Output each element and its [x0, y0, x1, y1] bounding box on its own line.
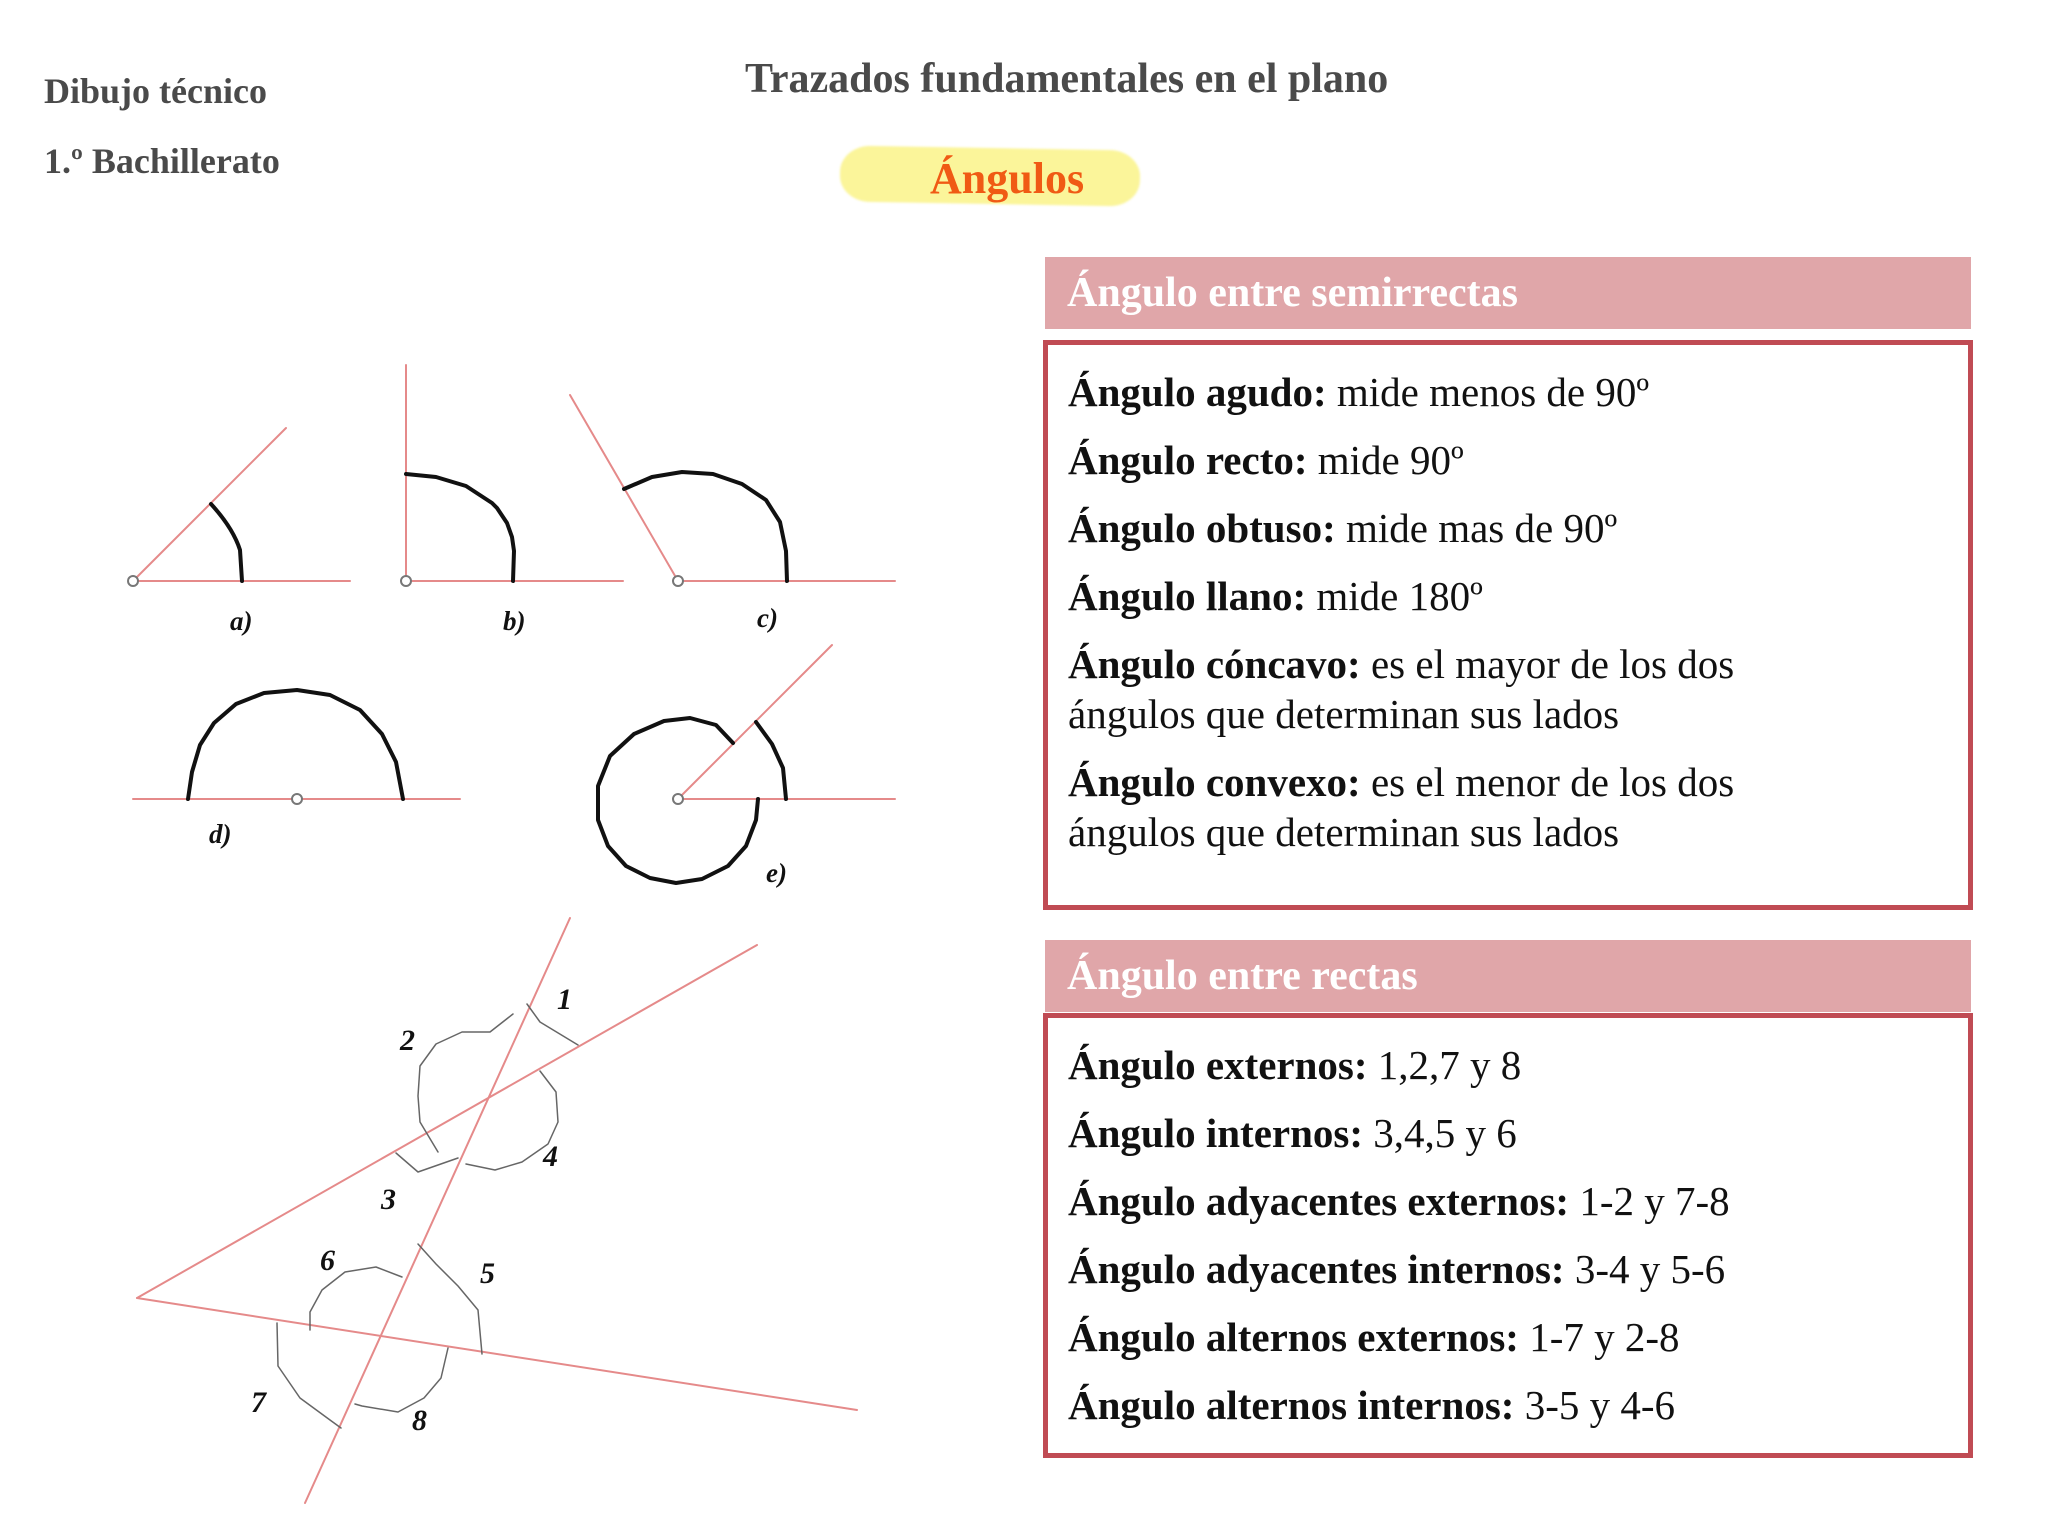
figure-label-a: a)	[230, 606, 253, 636]
definition-term: Ángulo alternos internos:	[1068, 1382, 1515, 1428]
definition-item	[1068, 1244, 1968, 1294]
figure-transversal	[137, 918, 857, 1503]
definition-desc: mide mas de 90º	[1335, 505, 1618, 551]
figure-label-c: c)	[757, 603, 778, 633]
figure-label-e: e)	[766, 858, 787, 888]
definition-desc: 1-2 y 7-8	[1569, 1178, 1730, 1224]
topic-title: Ángulos	[930, 154, 1085, 203]
definition-term: Ángulo internos:	[1068, 1110, 1364, 1156]
figure-b-right-angle	[401, 365, 623, 586]
page-title: Trazados fundamentales en el plano	[745, 56, 1389, 102]
figure-label-b: b)	[503, 606, 526, 636]
figure-e-reflex-angle	[598, 645, 895, 883]
definition-desc: 3,4,5 y 6	[1363, 1110, 1517, 1156]
definition-desc: 1-7 y 2-8	[1518, 1314, 1680, 1360]
definition-item	[1068, 503, 1968, 553]
definition-item	[1068, 1040, 1968, 1090]
angle-number-8: 8	[412, 1404, 427, 1437]
definition-term: Ángulo adyacentes externos:	[1068, 1178, 1570, 1224]
definition-term: Ángulo adyacentes internos:	[1068, 1246, 1565, 1292]
definition-term: Ángulo externos:	[1068, 1042, 1368, 1088]
angle-number-4: 4	[543, 1140, 558, 1173]
angle-number-7: 7	[251, 1386, 266, 1419]
section-header-rectas: Ángulo entre rectas	[1045, 940, 1971, 1012]
definition-term: Ángulo llano:	[1068, 573, 1307, 619]
angle-number-3: 3	[381, 1183, 396, 1216]
definition-desc: es el mayor de los dos ángulos que determinan sus lados	[1068, 641, 1735, 737]
subject-label: Dibujo técnico	[44, 71, 267, 111]
definition-term: Ángulo obtuso:	[1068, 505, 1336, 551]
angle-number-6: 6	[320, 1244, 335, 1277]
definition-desc: mide 90º	[1307, 437, 1464, 483]
definition-item	[1068, 1380, 1968, 1430]
angle-number-1: 1	[557, 983, 572, 1016]
definition-term: Ángulo convexo:	[1068, 759, 1361, 805]
definition-item	[1068, 571, 1968, 621]
section-box-semirrectas	[1043, 340, 1973, 910]
figure-c-obtuse-angle	[570, 395, 895, 586]
definition-item	[1068, 639, 1848, 739]
definition-term: Ángulo cóncavo:	[1068, 641, 1361, 687]
figure-a-acute-angle	[128, 428, 350, 586]
definition-desc: 3-4 y 5-6	[1564, 1246, 1726, 1292]
definition-item	[1068, 435, 1968, 485]
definition-item	[1068, 1312, 1968, 1362]
definition-item	[1068, 757, 1848, 857]
definition-desc: mide 180º	[1306, 573, 1483, 619]
section-header-semirrectas: Ángulo entre semirrectas	[1045, 257, 1971, 329]
angle-number-2: 2	[400, 1024, 415, 1057]
angles-diagram	[0, 0, 1000, 1536]
figure-d-straight-angle	[133, 690, 460, 804]
section-box-rectas	[1043, 1013, 1973, 1458]
definition-desc: mide menos de 90º	[1326, 369, 1650, 415]
definition-item	[1068, 1108, 1968, 1158]
definition-item	[1068, 367, 1968, 417]
definition-term: Ángulo agudo:	[1068, 369, 1327, 415]
figure-label-d: d)	[209, 819, 232, 849]
definition-item	[1068, 1176, 1968, 1226]
definition-desc: es el menor de los dos ángulos que determinan sus lados	[1068, 759, 1735, 855]
definition-desc: 1,2,7 y 8	[1367, 1042, 1522, 1088]
definition-term: Ángulo recto:	[1068, 437, 1308, 483]
angle-number-5: 5	[480, 1257, 495, 1290]
course-label: 1.º Bachillerato	[44, 141, 280, 181]
definition-desc: 3-5 y 4-6	[1514, 1382, 1676, 1428]
definition-term: Ángulo alternos externos:	[1068, 1314, 1519, 1360]
